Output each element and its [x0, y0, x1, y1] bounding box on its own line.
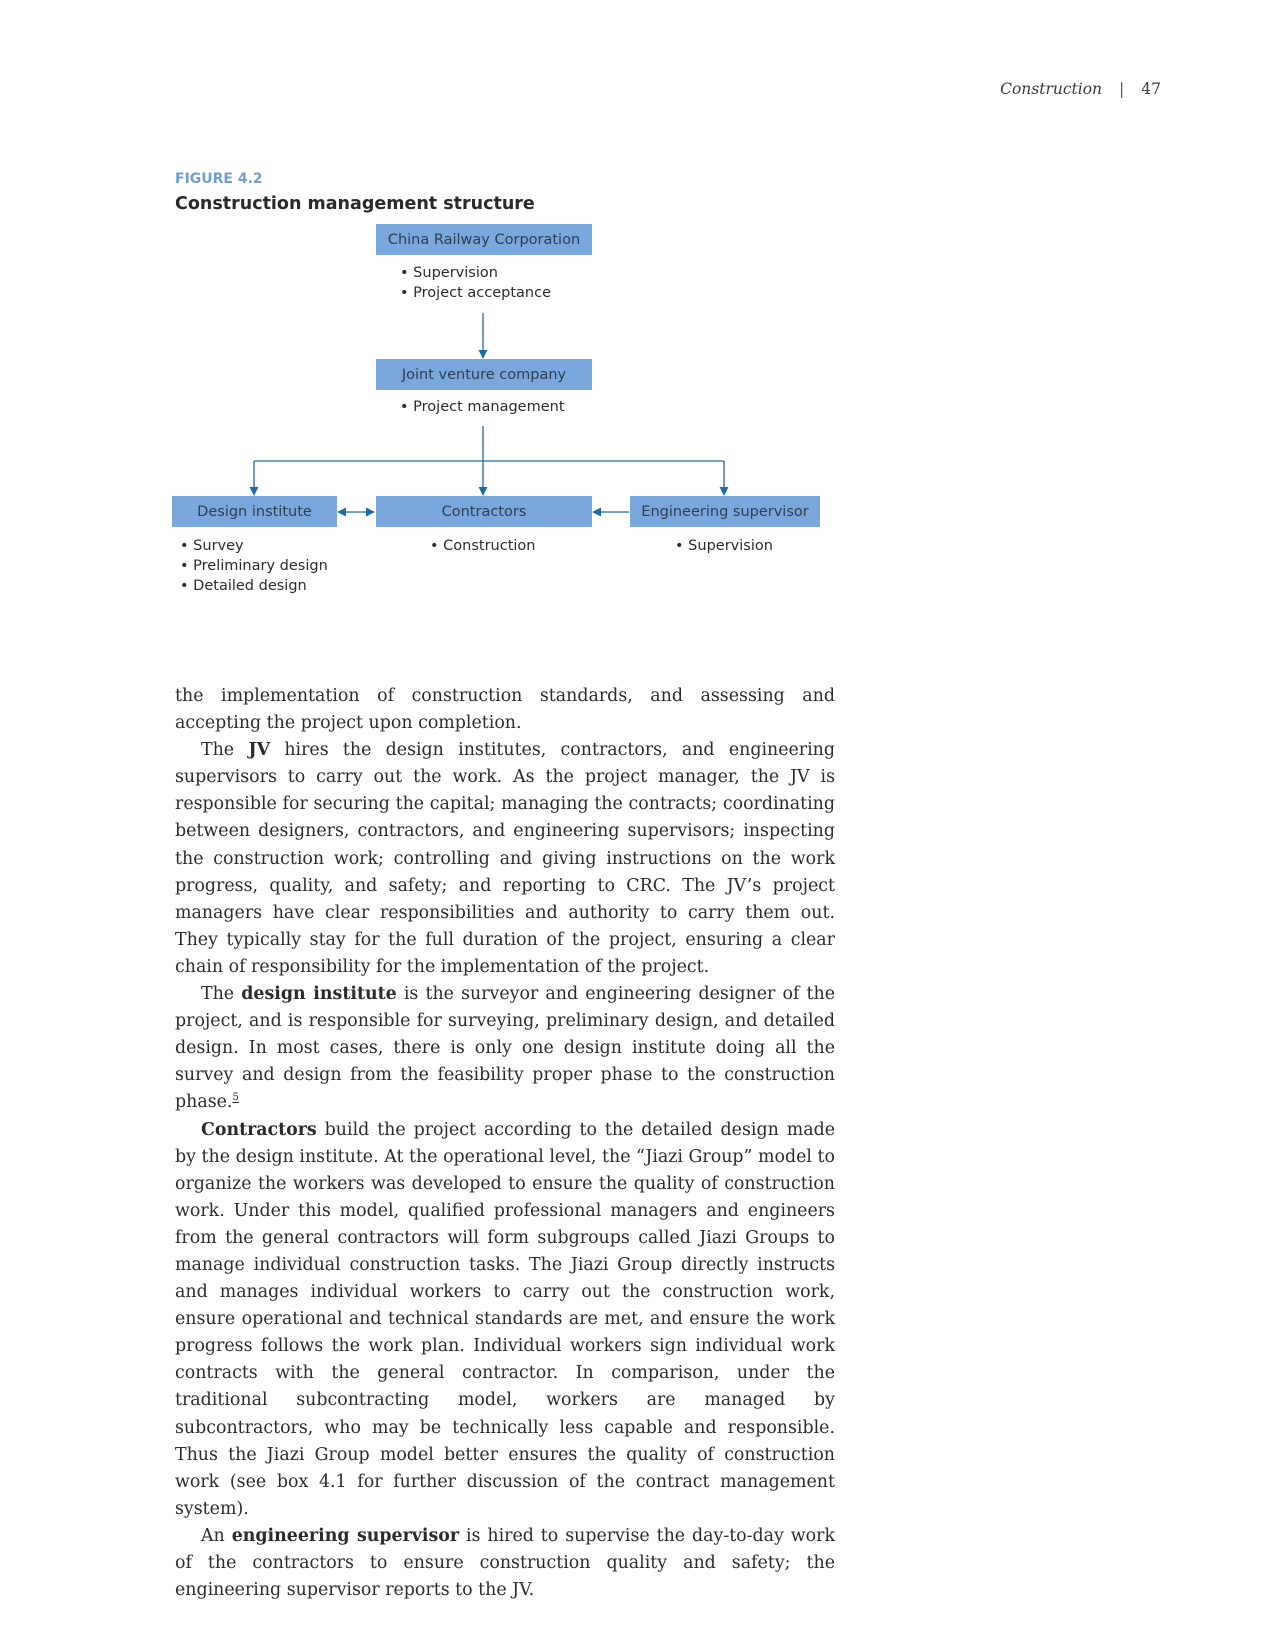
paragraph-jv	[175, 737, 835, 981]
node-contractors: Contractors	[376, 496, 592, 527]
bullet-item: • Project management	[400, 397, 565, 417]
bullet-item: • Project acceptance	[400, 283, 551, 303]
text-span: hires the design institutes, contractors, and engineering supervisors to carry out the work. As the project manager, the JV is responsible for securing the capital; managing the contracts; coordinating between designers, contractors, and engineering supervisors; inspecting the construction work; controlling and giving instructions on the work progress, quality, and safety; and reporting to CRC. The JV’s project managers have clear responsibilities and authority to carry them out. They typically stay for the full duration of the project, ensuring a clear chain of responsibility for the implementation of the project.	[175, 740, 836, 977]
bullet-item: • Survey	[180, 536, 328, 556]
text-span: is hired to supervise the day-to-day work of the contractors to ensure construction quality and safety; the engineering supervisor reports to the JV.	[175, 1525, 835, 1601]
node-engineering-supervisor: Engineering supervisor	[630, 496, 820, 527]
term-jv: JV	[248, 740, 271, 761]
body-text	[175, 683, 835, 1604]
paragraph-contractors	[175, 1117, 835, 1523]
bullet-item: • Supervision	[400, 263, 551, 283]
running-head-separator: |	[1119, 80, 1125, 98]
crc-bullets	[400, 263, 551, 303]
node-china-railway-corporation: China Railway Corporation	[376, 224, 592, 255]
supervisor-bullets	[675, 536, 773, 556]
page-number: 47	[1141, 80, 1161, 98]
design-bullets	[180, 536, 328, 596]
bullet-item: • Preliminary design	[180, 556, 328, 576]
paragraph-design-institute	[175, 981, 835, 1116]
bullet-item: • Construction	[430, 536, 536, 556]
contractors-bullets	[430, 536, 536, 556]
text-span: The	[201, 984, 242, 1005]
term-contractors: Contractors	[201, 1119, 317, 1140]
term-engineering-supervisor: engineering supervisor	[231, 1525, 460, 1546]
figure-label: FIGURE 4.2	[175, 171, 263, 187]
footnote-link[interactable]: 5	[232, 1092, 239, 1104]
bullet-item: • Detailed design	[180, 576, 328, 596]
text-span: build the project according to the detailed design made by the design institute. At the operational level, the “Jiazi Group” model to organize the workers was developed to ensure the quality of construction work. Under this model, qualified professional managers and engineers from the general contractors will form subgroups called Jiazi Groups to manage individual construction tasks. The Jiazi Group directly instructs and manages individual workers to carry out the construction work, ensure operational and technical standards are met, and ensure the work progress follows the work plan. Individual workers sign individual work contracts with the general contractor. In comparison, under the traditional subcontracting model, workers are managed by subcontractors, who may be technically less capable and responsible. Thus the Jiazi Group model better ensures the quality of construction work (see box 4.1 for further discussion of the contract management system).	[175, 1119, 835, 1519]
text-span: The	[201, 740, 249, 761]
figure-title: Construction management structure	[175, 194, 535, 214]
node-design-institute: Design institute	[172, 496, 337, 527]
paragraph-1: the implementation of construction standards, and assessing and accepting the project upon completion.	[175, 686, 835, 734]
running-head	[1000, 80, 1161, 98]
jv-bullets	[400, 397, 565, 417]
bullet-item: • Supervision	[675, 536, 773, 556]
running-head-section: Construction	[1000, 80, 1103, 98]
text-span: is the surveyor and engineering designer of the project, and is responsible for surveying, preliminary design, and detailed design. In most cases, there is only one design institute doing all the survey and design from the feasibility proper phase to the construction phase.	[175, 984, 835, 1113]
node-joint-venture-company: Joint venture company	[376, 359, 592, 390]
paragraph-engineering-supervisor	[175, 1523, 835, 1604]
term-design-institute: design institute	[241, 984, 397, 1005]
text-span: An	[201, 1525, 232, 1546]
